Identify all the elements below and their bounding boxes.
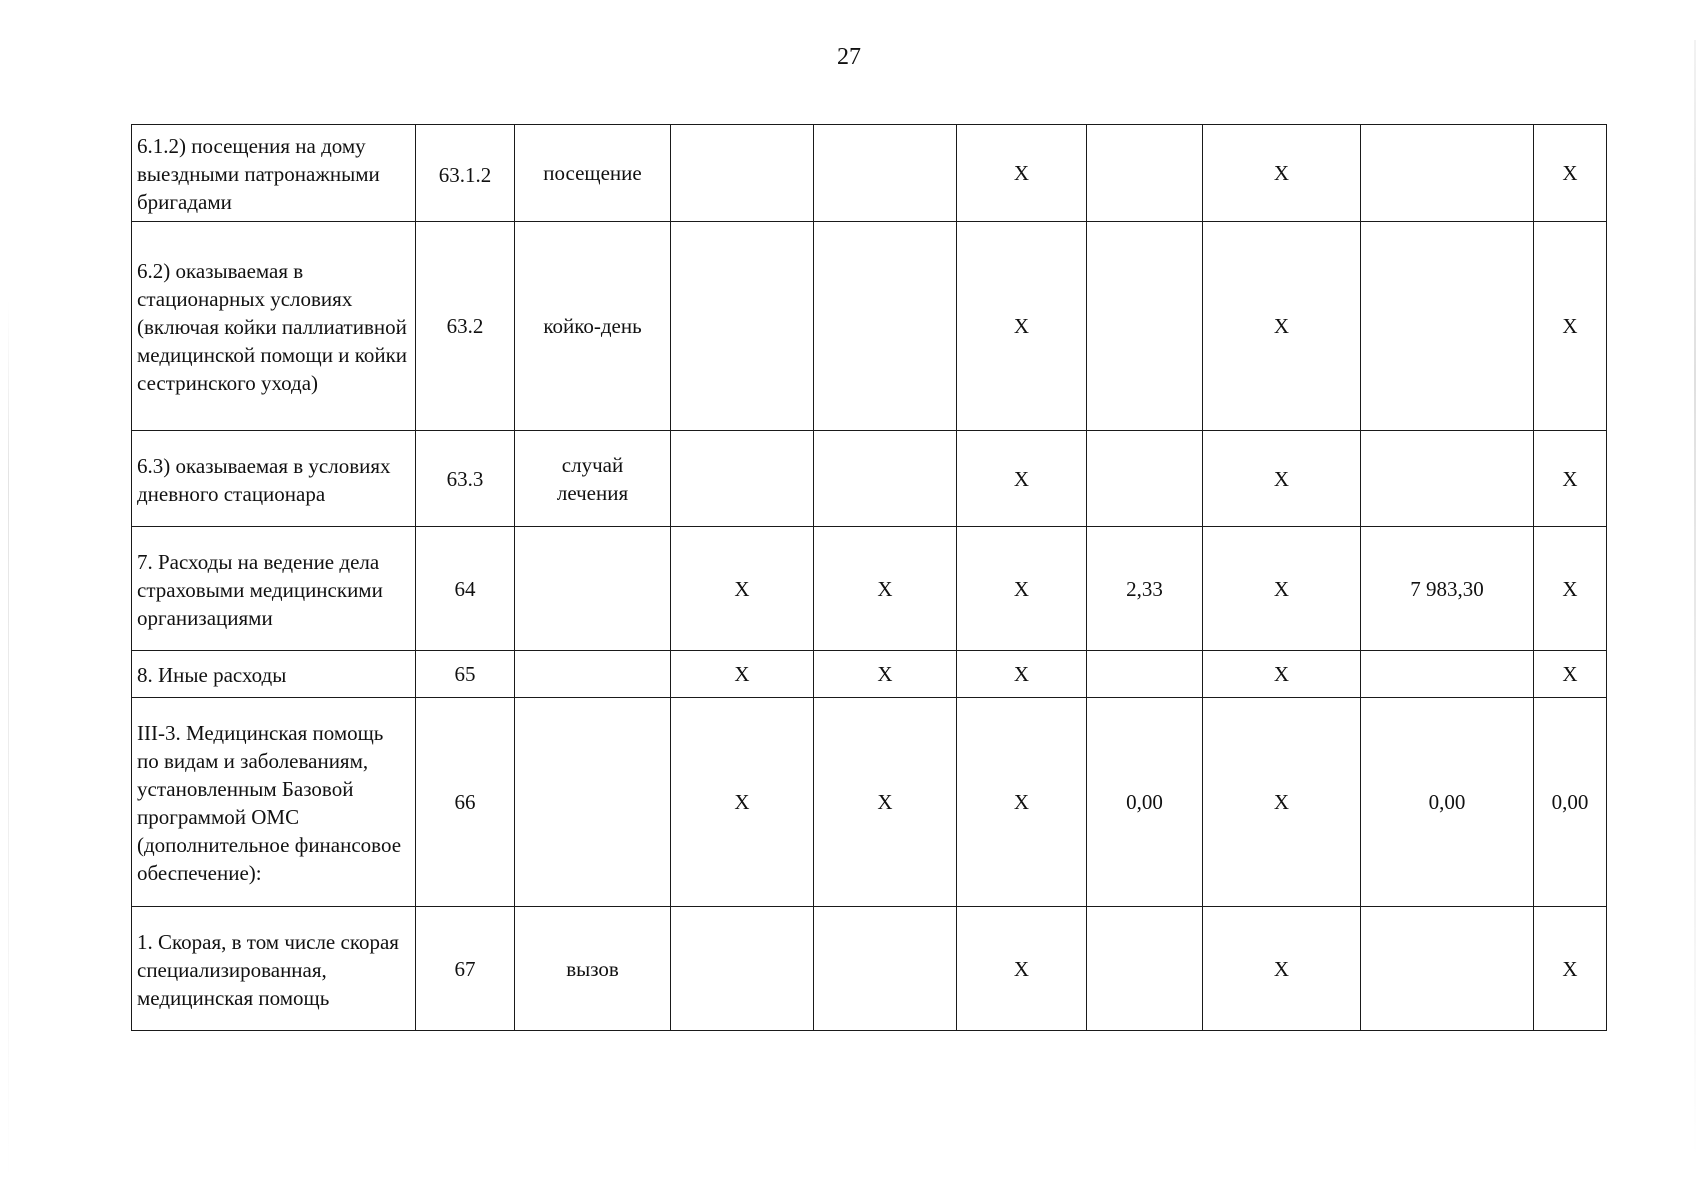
scan-edge-right (1694, 40, 1696, 1160)
table-body (132, 125, 1607, 1031)
value-cell: Х (957, 651, 1087, 698)
value-cell (671, 431, 814, 527)
unit-cell: посещение (515, 125, 671, 222)
unit-cell (515, 698, 671, 907)
table-row (132, 698, 1607, 907)
value-cell: Х (957, 431, 1087, 527)
unit-cell (515, 527, 671, 651)
value-cell: Х (1203, 651, 1361, 698)
value-cell: Х (814, 698, 957, 907)
value-cell: Х (671, 698, 814, 907)
table-row (132, 651, 1607, 698)
value-cell: Х (1203, 527, 1361, 651)
row-name-cell: 8. Иные расходы (132, 651, 416, 698)
value-cell: Х (671, 527, 814, 651)
value-cell: Х (1534, 222, 1607, 431)
table-row (132, 222, 1607, 431)
value-cell: Х (1534, 651, 1607, 698)
unit-cell: случай лечения (515, 431, 671, 527)
value-cell (814, 125, 957, 222)
value-cell: Х (814, 651, 957, 698)
value-cell (1361, 907, 1534, 1031)
value-cell (1361, 431, 1534, 527)
value-cell: Х (1534, 431, 1607, 527)
row-code-cell: 66 (416, 698, 515, 907)
value-cell (1087, 651, 1203, 698)
value-cell: Х (1203, 698, 1361, 907)
row-name-cell: 6.3) оказываемая в условиях дневного стационара (132, 431, 416, 527)
value-cell: Х (957, 222, 1087, 431)
table-row (132, 125, 1607, 222)
row-code-cell: 63.1.2 (416, 125, 515, 222)
value-cell: 0,00 (1361, 698, 1534, 907)
unit-cell (515, 651, 671, 698)
value-cell: Х (671, 651, 814, 698)
value-cell (1087, 431, 1203, 527)
value-cell (814, 431, 957, 527)
row-name-cell: 6.1.2) посещения на дому выездными патронажными бригадами (132, 125, 416, 222)
value-cell: Х (1203, 222, 1361, 431)
value-cell: 7 983,30 (1361, 527, 1534, 651)
table-row (132, 431, 1607, 527)
scan-edge-left (8, 300, 9, 1180)
row-name-cell: 7. Расходы на ведение дела страховыми медицинскими организациями (132, 527, 416, 651)
table-row (132, 527, 1607, 651)
value-cell (671, 222, 814, 431)
row-code-cell: 63.2 (416, 222, 515, 431)
row-code-cell: 65 (416, 651, 515, 698)
value-cell: Х (1534, 907, 1607, 1031)
value-cell (814, 222, 957, 431)
value-cell: 0,00 (1087, 698, 1203, 907)
value-cell: Х (957, 125, 1087, 222)
row-code-cell: 64 (416, 527, 515, 651)
value-cell (671, 907, 814, 1031)
row-code-cell: 63.3 (416, 431, 515, 527)
value-cell: Х (1534, 125, 1607, 222)
value-cell (671, 125, 814, 222)
budget-table (131, 124, 1607, 1031)
row-name-cell: 6.2) оказываемая в стационарных условиях (включая койки паллиативной медицинской помощи и койки сестринского ухода) (132, 222, 416, 431)
value-cell: Х (1203, 125, 1361, 222)
value-cell: Х (1203, 431, 1361, 527)
value-cell (1361, 651, 1534, 698)
value-cell (814, 907, 957, 1031)
value-cell (1087, 907, 1203, 1031)
value-cell: Х (957, 907, 1087, 1031)
value-cell (1087, 222, 1203, 431)
unit-cell: вызов (515, 907, 671, 1031)
value-cell (1361, 222, 1534, 431)
value-cell: Х (957, 698, 1087, 907)
value-cell: Х (814, 527, 957, 651)
table-row (132, 907, 1607, 1031)
unit-cell: койко-день (515, 222, 671, 431)
value-cell (1087, 125, 1203, 222)
row-code-cell: 67 (416, 907, 515, 1031)
value-cell: 2,33 (1087, 527, 1203, 651)
page-number: 27 (837, 44, 861, 70)
value-cell (1361, 125, 1534, 222)
row-name-cell: 1. Скорая, в том числе скорая специализированная, медицинская помощь (132, 907, 416, 1031)
row-name-cell: III-3. Медицинская помощь по видам и заболеваниям, установленным Базовой программой ОМС (дополнительное финансовое обеспечение): (132, 698, 416, 907)
value-cell: Х (1203, 907, 1361, 1031)
value-cell: Х (957, 527, 1087, 651)
value-cell: 0,00 (1534, 698, 1607, 907)
value-cell: Х (1534, 527, 1607, 651)
